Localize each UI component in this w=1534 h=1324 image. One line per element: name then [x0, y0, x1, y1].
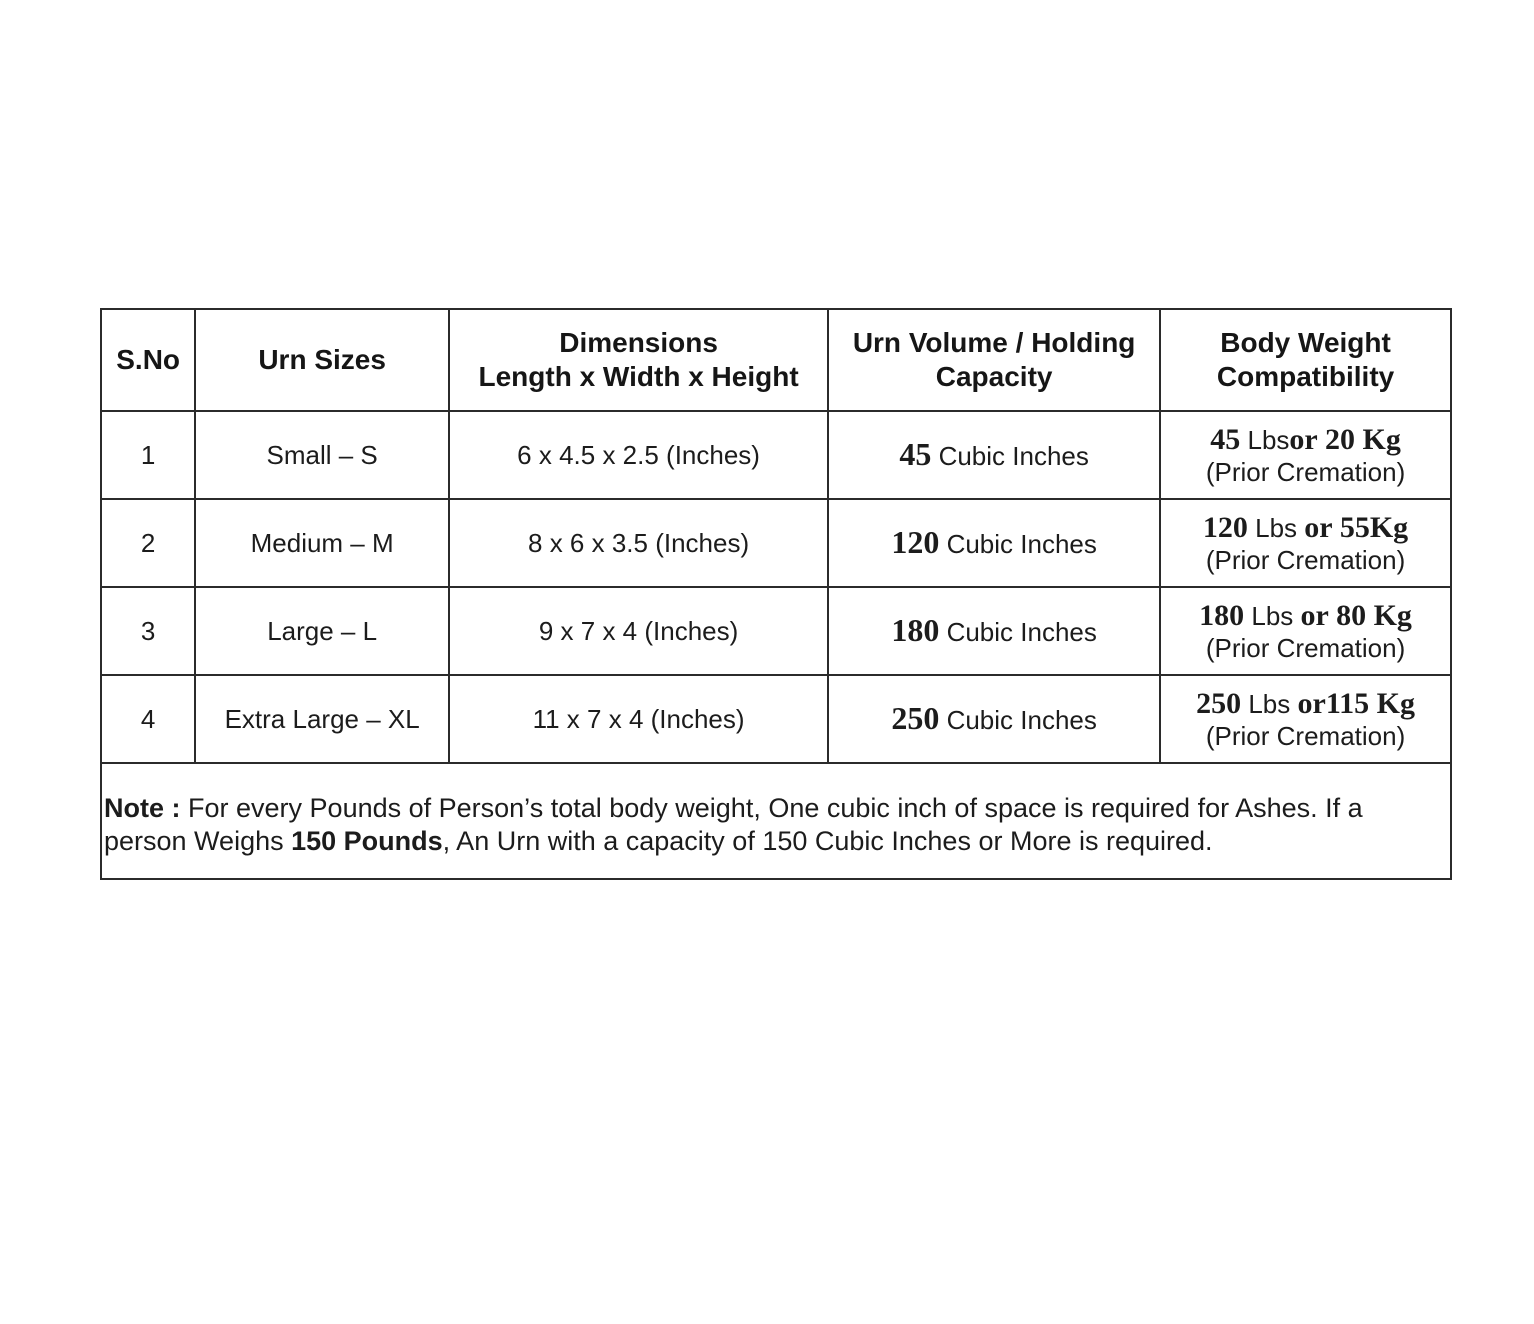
volume-number: 180 [891, 612, 940, 648]
kg-value: 55Kg [1339, 511, 1409, 544]
urn-size-chart [100, 308, 1452, 880]
cell-body-weight [1160, 411, 1451, 499]
volume-unit: Cubic Inches [946, 705, 1097, 735]
kg-value: 20 Kg [1324, 423, 1401, 456]
or-word: or [1289, 423, 1318, 456]
lbs-unit: Lbs [1255, 513, 1298, 543]
lbs-unit: Lbs [1247, 425, 1290, 455]
or-word: or [1297, 687, 1326, 720]
note-text-part2: , An Urn with a capacity of 150 Cubic Inches or More is required. [442, 826, 1213, 856]
header-weight-line2: Compatibility [1216, 361, 1395, 392]
lbs-number: 180 [1199, 599, 1245, 632]
cell-size: Small – S [195, 411, 449, 499]
or-word: or [1300, 599, 1329, 632]
volume-number: 250 [891, 700, 940, 736]
lbs-number: 120 [1202, 511, 1248, 544]
prior-cremation: (Prior Cremation) [1205, 545, 1406, 575]
cell-volume [828, 499, 1160, 587]
header-sno: S.No [101, 309, 195, 411]
cell-dimensions: 6 x 4.5 x 2.5 (Inches) [449, 411, 828, 499]
cell-volume [828, 411, 1160, 499]
header-body-weight [1160, 309, 1451, 411]
table-row [101, 411, 1451, 499]
header-volume-line1: Urn Volume / Holding [852, 327, 1136, 358]
lbs-unit: Lbs [1251, 601, 1294, 631]
volume-number: 45 [899, 436, 932, 472]
weight-line [1161, 599, 1450, 633]
weight-line [1161, 687, 1450, 721]
cell-dimensions: 11 x 7 x 4 (Inches) [449, 675, 828, 763]
note-cell [101, 763, 1451, 879]
header-volume-line2: Capacity [935, 361, 1053, 392]
cell-volume [828, 587, 1160, 675]
cell-sno: 2 [101, 499, 195, 587]
table-row [101, 675, 1451, 763]
cell-size: Extra Large – XL [195, 675, 449, 763]
note-row [101, 763, 1451, 879]
kg-value: 115 Kg [1325, 687, 1415, 720]
kg-value: 80 Kg [1336, 599, 1412, 632]
cell-sno: 4 [101, 675, 195, 763]
cell-body-weight [1160, 675, 1451, 763]
table-row [101, 587, 1451, 675]
lbs-number: 45 [1210, 423, 1241, 456]
cell-volume [828, 675, 1160, 763]
cell-dimensions: 9 x 7 x 4 (Inches) [449, 587, 828, 675]
cell-sno: 1 [101, 411, 195, 499]
cell-body-weight [1160, 587, 1451, 675]
prior-cremation: (Prior Cremation) [1205, 633, 1406, 663]
weight-line [1161, 423, 1450, 457]
lbs-number: 250 [1196, 687, 1242, 720]
table-header-row [101, 309, 1451, 411]
cell-body-weight [1160, 499, 1451, 587]
volume-number: 120 [891, 524, 940, 560]
volume-unit: Cubic Inches [938, 441, 1089, 471]
note-text-part1: For every Pounds of Person’s total body weight, One cubic inch of space is required for Ashes. If a person Weighs [104, 793, 1363, 856]
header-volume [828, 309, 1160, 411]
urn-size-table [100, 308, 1452, 880]
header-weight-line1: Body Weight [1220, 327, 1391, 358]
header-dimensions-line1: Dimensions [559, 327, 718, 358]
header-dimensions-line2: Length x Width x Height [478, 361, 799, 392]
weight-line [1161, 511, 1450, 545]
lbs-unit: Lbs [1248, 689, 1291, 719]
note-bold-weight: 150 Pounds [291, 826, 443, 856]
prior-cremation: (Prior Cremation) [1205, 457, 1406, 487]
note-label: Note : [104, 793, 181, 823]
header-dimensions [449, 309, 828, 411]
cell-dimensions: 8 x 6 x 3.5 (Inches) [449, 499, 828, 587]
or-word: or [1304, 511, 1333, 544]
table-row [101, 499, 1451, 587]
volume-unit: Cubic Inches [946, 617, 1097, 647]
cell-sno: 3 [101, 587, 195, 675]
cell-size: Medium – M [195, 499, 449, 587]
cell-size: Large – L [195, 587, 449, 675]
prior-cremation: (Prior Cremation) [1205, 721, 1406, 751]
header-urn-sizes: Urn Sizes [195, 309, 449, 411]
volume-unit: Cubic Inches [946, 529, 1097, 559]
